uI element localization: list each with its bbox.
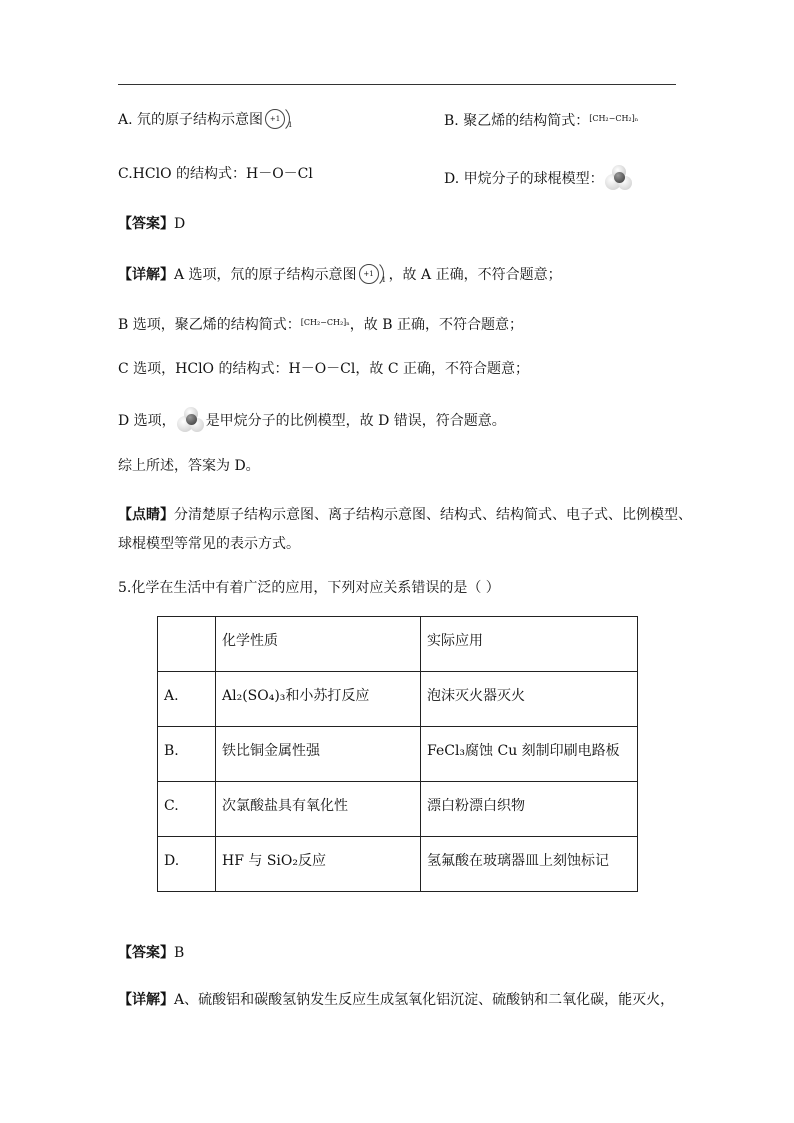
tip-tag: 【点睛】 xyxy=(118,507,174,523)
polyethylene-formula: [CH₂−CH₂]ₙ xyxy=(300,318,350,327)
option-a-label: A. xyxy=(118,112,133,128)
deuterium-atom-diagram-icon: +1 1 xyxy=(265,109,287,129)
polyethylene-formula: [CH₂−CH₂]ₙ xyxy=(589,114,639,123)
option-c-text: HClO 的结构式：H－O－Cl xyxy=(132,166,313,182)
option-c xyxy=(118,164,313,184)
option-a xyxy=(118,109,293,130)
option-a-text: 氘的原子结构示意图 xyxy=(137,112,264,128)
option-b-label: B. xyxy=(444,113,459,129)
analysis-1-line-1: 【详解】A 选项，氘的原子结构示意图 +1 1 ，故 A 正确，不符合题意； xyxy=(118,264,562,285)
option-b-text: 聚乙烯的结构简式： xyxy=(463,113,590,129)
answer-1 xyxy=(118,214,185,234)
header-rule xyxy=(118,84,676,85)
question-5-table xyxy=(157,616,638,892)
option-d xyxy=(444,164,634,192)
methane-model-icon xyxy=(176,406,206,434)
analysis-2-line-1: 【详解】A、硫酸铝和碳酸氢钠发生反应生成氢氧化铝沉淀、硫酸钠和二氧化碳，能灭火， xyxy=(118,992,675,1008)
analysis-1-tag: 【详解】 xyxy=(118,267,174,283)
answer-2-tag: 【答案】 xyxy=(118,945,174,961)
tip-line-1: 【点睛】分清楚原子结构示意图、离子结构示意图、结构式、结构简式、电子式、比例模型、 xyxy=(118,507,692,523)
header-application: 实际应用 xyxy=(427,633,483,649)
table-row: C. 次氯酸盐具有氧化性 漂白粉漂白织物 xyxy=(158,782,638,837)
header-chemical-property: 化学性质 xyxy=(222,633,278,649)
answer-1-tag: 【答案】 xyxy=(118,216,174,232)
question-5: 5.化学在生活中有着广泛的应用，下列对应关系错误的是（ ） xyxy=(118,580,500,596)
tip-line-2: 球棍模型等常见的表示方式。 xyxy=(118,536,300,552)
answer-2 xyxy=(118,943,184,963)
analysis-1-line-3: C 选项，HClO 的结构式：H－O－Cl，故 C 正确，不符合题意； xyxy=(118,361,529,377)
deuterium-atom-diagram-icon: +1 1 xyxy=(359,264,381,284)
analysis-1-line-2: B 选项，聚乙烯的结构简式：$^{[CH_2-CH_2]_n}$，故 B 正确，不符合题意； xyxy=(118,317,523,333)
answer-1-value: D xyxy=(174,216,186,232)
option-d-label: D. xyxy=(444,171,460,187)
table-header-row xyxy=(158,617,638,672)
option-c-label: C. xyxy=(118,166,133,182)
table-row: B. 铁比铜金属性强 FeCl₃腐蚀 Cu 刻制印刷电路板 xyxy=(158,727,638,782)
table-row: D. HF 与 SiO₂反应 氢氟酸在玻璃器皿上刻蚀标记 xyxy=(158,837,638,892)
answer-2-value: B xyxy=(174,945,185,961)
methane-model-icon xyxy=(604,164,634,192)
analysis-2-tag: 【详解】 xyxy=(118,992,174,1008)
table-row: A. Al₂(SO₄)₃和小苏打反应 泡沫灭火器灭火 xyxy=(158,672,638,727)
option-d-text: 甲烷分子的球棍模型： xyxy=(463,171,604,187)
analysis-1-line-4: D 选项， 是甲烷分子的比例模型，故 D 错误，符合题意。 xyxy=(118,406,506,434)
analysis-1-summary: 综上所述，答案为 D。 xyxy=(118,458,260,474)
option-b xyxy=(444,109,638,131)
